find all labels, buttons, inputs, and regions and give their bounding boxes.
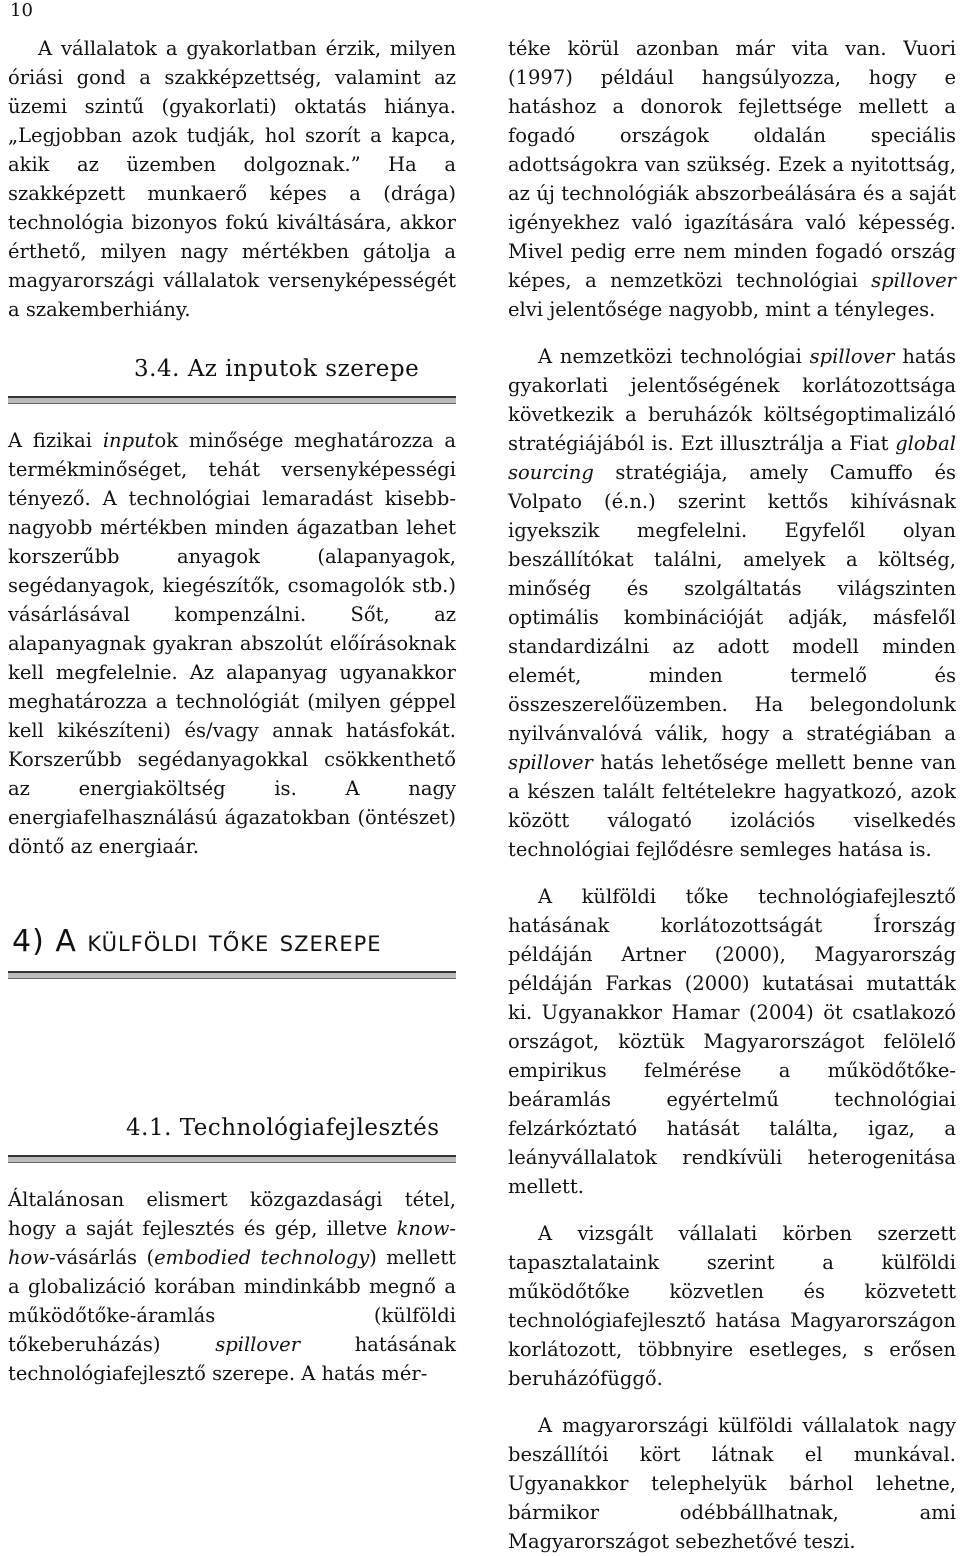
emphasis: input	[102, 429, 155, 452]
page-number: 10	[10, 0, 33, 21]
heading-rule	[8, 971, 456, 979]
paragraph: A külföldi tőke technológiafejlesztő hatásának korlátozottságát Írország példáján Artner (2000), Magyarország példáján Farkas (2000) kutatásai mutatták ki. Ugyanakkor Hamar (2004) öt csatlakozó országot, köztük Magyarországot felölelő empirikus felmérése a működőtőke-beáramlás egyértelmű technológiai felzárkóztató hatását találta, igaz, a leányvállalatok rendkívüli heterogenitása mellett.	[508, 885, 956, 1198]
section-heading-3-4: 3.4. Az inputok szerepe	[134, 356, 420, 382]
heading-rule	[8, 396, 456, 404]
right-column	[508, 34, 956, 1556]
emphasis: spillover	[809, 345, 895, 368]
paragraph: A vizsgált vállalati körben szerzett tapasztalataink szerint a külföldi működőtőke közvetlen és közvetett technológiafejlesztő hatása Magyarországon korlátozott, többnyire esetleges, s erősen beruházófüggő.	[508, 1222, 956, 1390]
heading-rule	[8, 1155, 456, 1163]
emphasis: global sourcing	[508, 432, 956, 484]
emphasis: know-how	[8, 1217, 456, 1269]
emphasis: spillover	[871, 269, 956, 292]
paragraph: A nemzetközi technológiai spillover hatás gyakorlati jelentőségének korlátozottsága következik a beruházók költségoptimalizáló stratégiájából is. Ezt illusztrálja a Fiat global sourcing stratégiája, amely Camuffo és Volpato (é.n.) szerint kettős kihívásnak igyekszik megfelelni. Egyfelől olyan beszállítókat találni, amelyek a költség, minőség és szolgáltatás világszinten optimális kombinációját adják, másfelől standardizálni az adott modell minden elemét, minden termelő és összeszerelőüzemben. Ha belegondolunk nyilvánvalóvá válik, hogy a stratégiában a spillover hatás lehetősége mellett benne van a készen talált feltételekre hagyatkozó, azok között válogató izolációs viselkedés technológiai fejlődésre semleges hatása is.	[508, 345, 956, 861]
paragraph: A magyarországi külföldi vállalatok nagy beszállítói kört látnak el munkával. Ugyanakkor telephelyük bárhol lehetne, bármikor odébbállhatnak, ami Magyarországot sebezhetővé teszi.	[508, 1414, 956, 1553]
chapter-heading-4: 4) A külföldi tőke szerepe	[12, 924, 382, 959]
emphasis: spillover	[508, 751, 593, 774]
paragraph: téke körül azonban már vita van. Vuori (1997) például hangsúlyozza, hogy e hatáshoz a donorok fejlettsége mellett a fogadó országok oldalán speciális adottságokra van szükség. Ezek a nyitottság, az új technológiák abszorbeálására és a saját igényekhez való igazítására való képesség. Mivel pedig erre nem minden fogadó ország képes, a nemzetközi technológiai spillover elvi jelentősége nagyobb, mint a tényleges.	[508, 37, 956, 321]
paragraph: A vállalatok a gyakorlatban érzik, milyen óriási gond a szakképzettség, valamint az üzemi szintű (gyakorlati) oktatás hiánya. „Legjobban azok tudják, hol szorít a kapca, akik az üzemben dolgoznak.” Ha a szakképzett munkaerő képes a (drága) technológia bizonyos fokú kiváltására, akkor érthető, milyen nagy mértékben gátolja a magyarországi vállalatok versenyképességét a szakemberhiány.	[8, 37, 456, 321]
left-column	[8, 34, 456, 1388]
emphasis: embodied technology	[154, 1246, 370, 1269]
paragraph: Általánosan elismert közgazdasági tétel, hogy a saját fejlesztés és gép, illetve know-how-vásárlás (embodied technology) mellett a globalizáció korában mindinkább megnő a működőtőke-áramlás (külföldi tőkeberuházás) spillover hatásának technológiafejlesztő szerepe. A hatás mér-	[8, 1188, 457, 1385]
emphasis: spillover	[215, 1333, 301, 1356]
paragraph: A fizikai inputok minősége meghatározza a termékminőséget, tehát versenyképességi tényező. A technológiai lemaradást kisebb-nagyobb mértékben minden ágazatban lehet korszerűbb anyagok (alapanyagok, segédanyagok, kiegészítők, csomagolók stb.) vásárlásával kompenzálni. Sőt, az alapanyagnak gyakran abszolút előírásoknak kell megfelelnie. Az alapanyag ugyanakkor meghatározza a technológiát (milyen géppel kell kikészíteni) és/vagy annak hatásfokát. Korszerűbb segédanyagokkal csökkenthető az energiaköltség is. A nagy energiafelhasználású ágazatokban (öntészet) döntő az energiaár.	[8, 429, 456, 858]
section-heading-4-1: 4.1. Technológiafejlesztés	[126, 1115, 440, 1141]
